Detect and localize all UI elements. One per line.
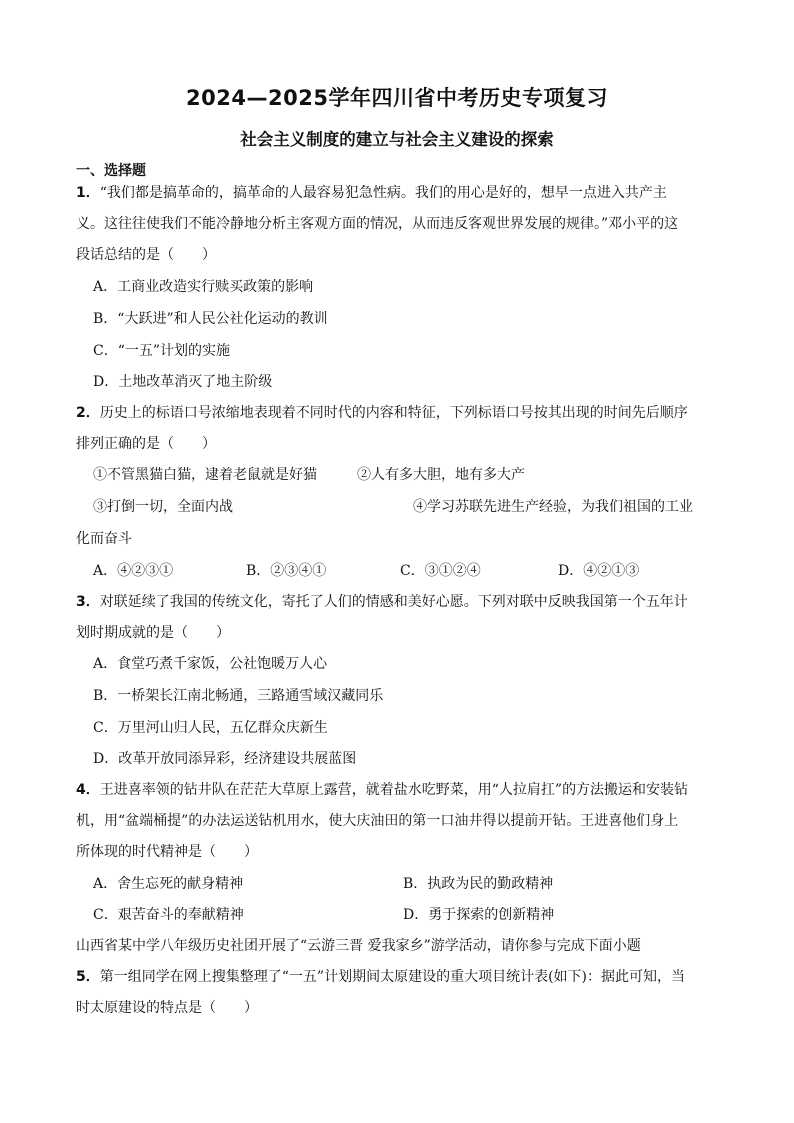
- question-4-line-2: 机，用“盆端桶提”的办法运送钻机用水，使大庆油田的第一口油井得以提前开钻。王进喜他们身上: [76, 813, 679, 829]
- question-5-text: 第一组同学在网上搜集整理了“一五”计划期间太原建设的重大项目统计表(如下)：据此可知，当: [99, 969, 685, 985]
- question-1-option-c: C．“一五”计划的实施: [93, 343, 231, 359]
- question-4-option-d: D．勇于探索的创新精神: [403, 907, 555, 923]
- question-3-line-1: [76, 592, 718, 612]
- question-4-number: 4．: [76, 782, 100, 798]
- question-1-option-b: B．“大跃进”和人民公社化运动的教训: [93, 311, 328, 327]
- question-2-line-1: [76, 403, 718, 423]
- question-1-option-d: D．土地改革消灭了地主阶级: [93, 374, 273, 390]
- question-5-line-1: [76, 967, 718, 987]
- question-3-option-d: D．改革开放同添异彩，经济建设共展蓝图: [93, 751, 357, 767]
- question-1-text: “我们都是搞革命的，搞革命的人最容易犯急性病。我们的用心是好的，想早一点进入共产主: [99, 185, 667, 201]
- question-5-line-2: 时太原建设的特点是（ ）: [76, 1000, 258, 1016]
- question-4-option-b: B．执政为民的勤政精神: [403, 876, 554, 892]
- question-3-option-b: B．一桥架长江南北畅通，三路通雪域汉藏同乐: [93, 688, 384, 704]
- page-subtitle: 社会主义制度的建立与社会主义建设的探索: [240, 130, 554, 149]
- question-1-line-1: [76, 183, 718, 203]
- question-1-number: 1．: [76, 185, 100, 201]
- question-2-line-2: 排列正确的是（ ）: [76, 436, 216, 452]
- slogan-2: ②人有多大胆，地有多大产: [357, 467, 525, 483]
- question-1-line-3: 段话总结的是（ ）: [76, 247, 216, 263]
- question-4-line-1: [76, 780, 718, 800]
- question-3-text: 对联延续了我国的传统文化，寄托了人们的情感和美好心愿。下列对联中反映我国第一个五年计: [99, 594, 688, 610]
- question-2-option-c: C．③①②④: [400, 563, 481, 579]
- question-2-text: 历史上的标语口号浓缩地表现着不同时代的内容和特征，下列标语口号按其出现的时间先后顺序: [99, 405, 688, 421]
- question-4-line-3: 所体现的时代精神是（ ）: [76, 844, 258, 860]
- section-heading: 一、选择题: [76, 163, 146, 179]
- question-3-number: 3．: [76, 594, 100, 610]
- question-1-option-a: A．工商业改造实行赎买政策的影响: [93, 279, 314, 295]
- slogan-4: ④学习苏联先进生产经验，为我们祖国的工业: [413, 499, 693, 515]
- slogan-1: ①不管黑猫白猫，逮着老鼠就是好猫: [93, 467, 317, 483]
- question-2-option-a: A．④②③①: [93, 563, 174, 579]
- question-2-number: 2．: [76, 405, 100, 421]
- question-4-option-c: C．艰苦奋斗的奉献精神: [93, 907, 244, 923]
- question-5-number: 5．: [76, 969, 100, 985]
- question-3-option-c: C．万里河山归人民，五亿群众庆新生: [93, 720, 328, 736]
- question-1-line-2: 义。这往往使我们不能冷静地分析主客观方面的情况，从而违反客观世界发展的规律。”邓小平的这: [76, 216, 679, 232]
- question-3-option-a: A．食堂巧煮千家饭，公社饱暖万人心: [93, 656, 328, 672]
- question-2-option-d: D．④②①③: [558, 563, 640, 579]
- slogan-3: ③打倒一切，全面内战: [93, 499, 233, 515]
- question-3-line-2: 划时期成就的是（ ）: [76, 625, 230, 641]
- group-intro: 山西省某中学八年级历史社团开展了“云游三晋 爱我家乡”游学活动，请你参与完成下面小题: [76, 938, 641, 954]
- question-4-text: 王进喜率领的钻井队在茫茫大草原上露营，就着盐水吃野菜，用“人拉肩扛”的方法搬运和安装钻: [99, 782, 689, 798]
- slogan-4-continued: 化而奋斗: [76, 531, 132, 547]
- question-4-option-a: A．舍生忘死的献身精神: [93, 876, 244, 892]
- question-2-option-b: B．②③④①: [246, 563, 327, 579]
- page-title: 2024—2025学年四川省中考历史专项复习: [186, 86, 608, 110]
